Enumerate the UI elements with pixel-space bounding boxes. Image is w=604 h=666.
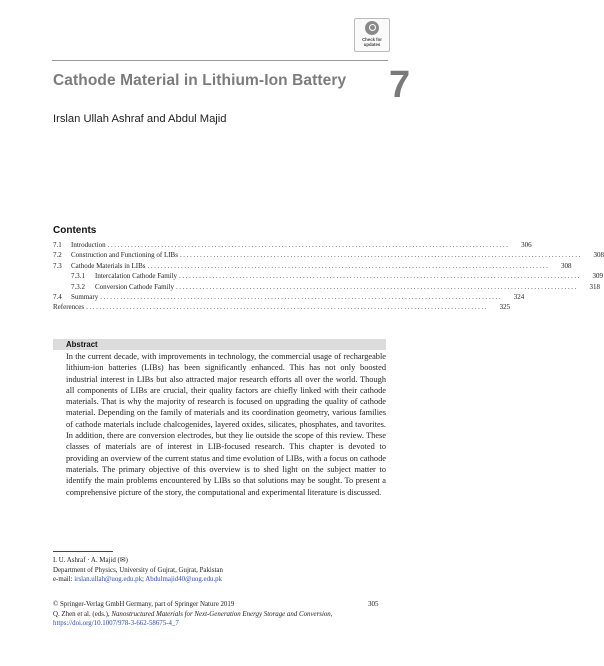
citation-line: [53, 610, 393, 629]
toc-entry-title: Cathode Materials in LIBs: [71, 261, 146, 270]
toc-leader-dots: ........................................................................................................................: [179, 251, 582, 260]
abstract-text: In the current decade, with improvements in technology, the commercial usage of rechargeable lithium-ion batteries (LIBs) has been significantly enhanced. This has not only boosted industrial interest in LIBs but also attracted major research efforts all over the world. Though all components of LIBs are crucial, their quality factors are chiefly linked with their cathode materials. That is why the majority of research is focused on upgrading the quality of cathode material. Depending on the family of materials and its coordination geometry, various families of cathode materials include chalcogenides, layered oxides, silicates, phosphates, and tavorites. In addition, there are conversion electrodes, but they lie outside the scope of this review. These classes of materials are of interest in LIB-focused research. This chapter is devoted to providing an overview of the current status and time evolution of LIBs, with a focus on cathode materials. The primary objective of this overview is to shed light on the subject matter to identify the main problems encountered by LIBs so that solutions may be sought. To present a comprehensive picture of the story, the computational and experimental literature is discussed.: [66, 352, 386, 497]
badge-line1: Check for: [362, 37, 382, 42]
update-icon: [365, 21, 379, 35]
author-footnote: [53, 556, 393, 585]
toc-entry-number: 7.2: [53, 251, 62, 260]
toc-entry-title: Introduction: [71, 241, 106, 249]
toc-entry-number: 7.4: [53, 292, 62, 301]
page-number: 305: [368, 600, 379, 608]
toc-entry-number: 7.3.2: [71, 282, 85, 291]
badge-line2: updates: [363, 42, 381, 47]
contents-heading: Contents: [53, 225, 97, 236]
toc-entry-page: 308: [560, 261, 572, 270]
toc-entry-page: 324: [513, 292, 525, 301]
doi-link[interactable]: https://doi.org/10.1007/978-3-662-58675-4_7: [53, 620, 179, 628]
toc-entry-number: 7.1: [53, 241, 62, 249]
toc-leader-dots: ........................................................................................................................: [107, 241, 510, 249]
toc-leader-dots: ........................................................................................................................: [100, 292, 503, 301]
toc-entry-title: Conversion Cathode Family: [95, 282, 174, 291]
toc-entry-title: Summary: [71, 292, 99, 301]
toc-entry-number: 7.3.1: [71, 272, 85, 281]
citation-separator: ,: [330, 610, 333, 618]
email-separator: ;: [142, 576, 146, 584]
toc-entry-page: 325: [499, 303, 511, 312]
copyright-line: © Springer-Verlag GmbH Germany, part of Springer Nature 2019: [53, 601, 235, 608]
toc-leader-dots: ........................................................................................................................: [147, 261, 550, 270]
toc-entry[interactable]: [53, 261, 572, 271]
toc-leader-dots: ........................................................................................................................: [179, 272, 582, 281]
toc-entry-title: Intercalation Cathode Family: [95, 272, 178, 281]
email-link-2[interactable]: Abdulmajid40@uog.edu.pk: [145, 576, 223, 584]
toc-entry-page: 306: [521, 241, 532, 249]
abstract-heading: Abstract: [66, 340, 98, 349]
toc-entry[interactable]: [53, 271, 604, 281]
toc-entry-title: References: [53, 303, 85, 312]
chapter-number: 7: [389, 64, 411, 106]
chapter-title: Cathode Material in Lithium-Ion Battery: [53, 72, 347, 89]
toc-entry[interactable]: [53, 292, 525, 302]
footnote-rule: [53, 551, 113, 552]
check-for-updates-badge[interactable]: [354, 18, 390, 52]
email-link-1[interactable]: irslan.ullah@uog.edu.pk: [74, 576, 143, 584]
toc-entry[interactable]: [53, 250, 604, 260]
toc-entry-page: 308: [593, 251, 604, 260]
table-of-contents: [53, 240, 604, 313]
toc-entry-title: Construction and Functioning of LIBs: [71, 251, 178, 260]
toc-entry-number: 7.3: [53, 261, 62, 270]
email-label: e-mail:: [53, 576, 75, 584]
toc-entry[interactable]: [53, 282, 600, 292]
toc-entry-page: 309: [592, 272, 604, 281]
toc-entry[interactable]: [53, 240, 532, 250]
abstract-bar: [53, 339, 386, 350]
title-rule: [52, 60, 388, 61]
citation-prefix: Q. Zhen et al. (eds.),: [53, 610, 112, 618]
footnote-names: I. U. Ashraf · A. Majid (✉): [53, 557, 128, 564]
authors: Irslan Ullah Ashraf and Abdul Majid: [53, 113, 227, 125]
toc-leader-dots: ........................................................................................................................: [175, 282, 578, 291]
badge-label: [355, 37, 389, 47]
toc-entry[interactable]: [53, 302, 511, 312]
book-title: Nanostructured Materials for Next-Generation Energy Storage and Conversion: [111, 610, 331, 618]
toc-leader-dots: ........................................................................................................................: [86, 303, 489, 312]
footnote-department: Department of Physics, University of Gujrat, Gujrat, Pakistan: [53, 566, 223, 574]
toc-entry-page: 318: [589, 282, 600, 291]
copyright-block: [53, 600, 393, 629]
footnote-email-line: [53, 575, 393, 585]
